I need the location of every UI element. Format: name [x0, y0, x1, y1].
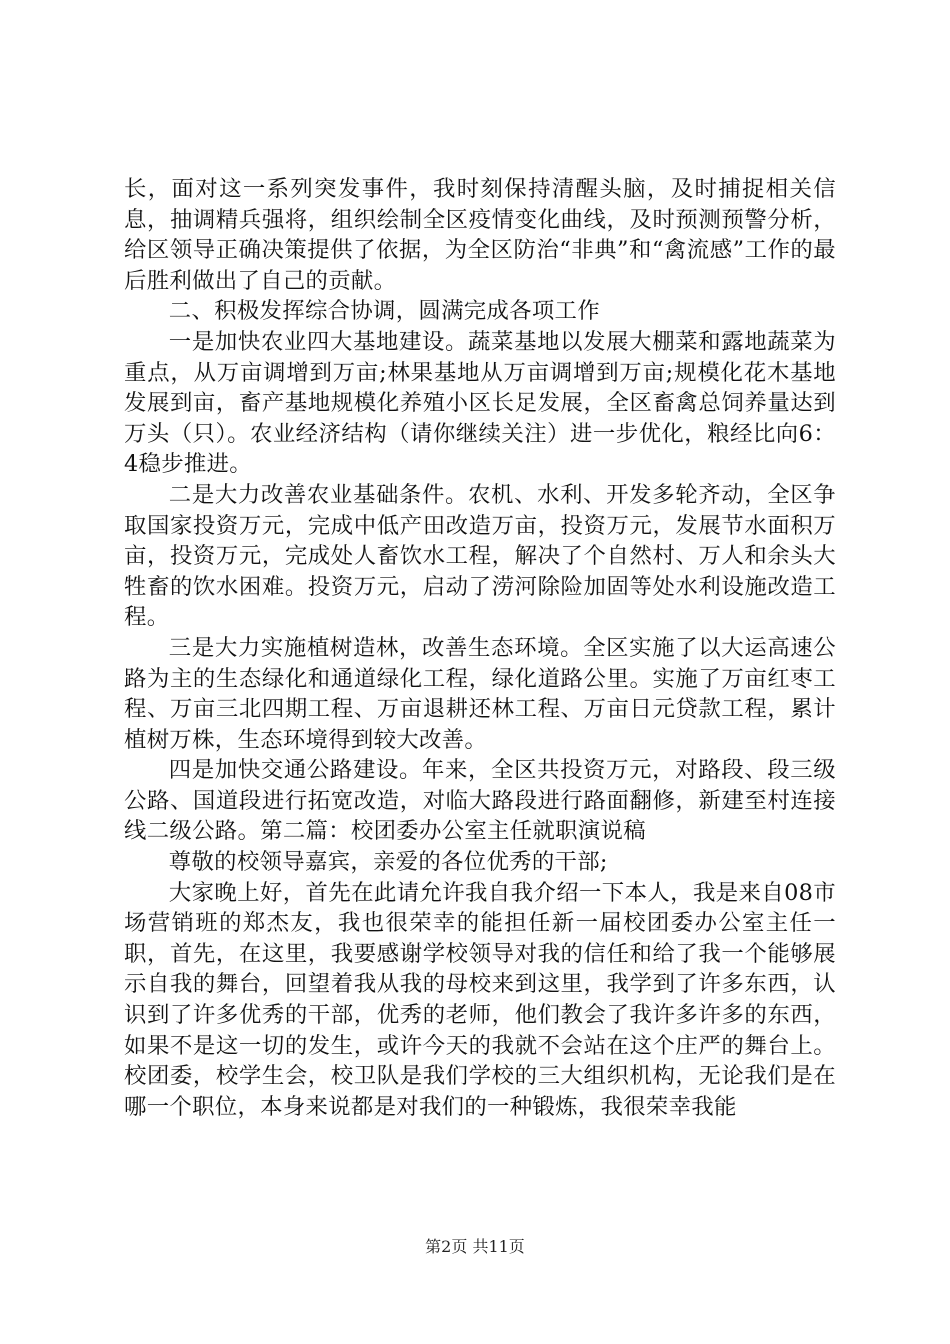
salutation: 尊敬的校领导嘉宾，亲爱的各位优秀的干部;: [168, 849, 608, 876]
paragraph: 三是大力实施植树造林，改善生态环境。全区实施了以大运高速公路为主的生态绿化和通道绿化工程，绿化道路公里。实施了万亩红枣工程、万亩三北四期工程、万亩退耕还林工程、万亩日元贷款工程，累计植树万株，生态环境得到较大改善。: [124, 634, 836, 753]
paragraph: 一是加快农业四大基地建设。蔬菜基地以发展大棚菜和露地蔬菜为重点，从万亩调增到万亩;林果基地从万亩调增到万亩;规模化花木基地发展到亩，畜产基地规模化养殖小区长足发展，全区畜禽总饲养量达到万头（只）。农业经济结构（请你继续关注）进一步优化，粮经比向6：4稳步推进。: [124, 328, 836, 478]
paragraph: 四是加快交通公路建设。年来，全区共投资万元，对路段、段三级公路、国道段进行拓宽改造，对临大路段进行路面翻修，新建至村连接线二级公路。第二篇：校团委办公室主任就职演说稿: [124, 757, 836, 845]
document-body: [124, 174, 836, 1122]
page-number-footer: 第2页 共11页: [425, 1237, 525, 1256]
paragraph: 长，面对这一系列突发事件，我时刻保持清醒头脑，及时捕捉相关信息，抽调精兵强将，组织绘制全区疫情变化曲线，及时预测预警分析，给区领导正确决策提供了依据，为全区防治“非典”和“禽流感”工作的最后胜利做出了自己的贡献。: [124, 176, 836, 294]
paragraph: 二是大力改善农业基础条件。农机、水利、开发多轮齐动，全区争取国家投资万元，完成中低产田改造万亩，投资万元，发展节水面积万亩，投资万元，完成处人畜饮水工程，解决了个自然村、万人和余头大牲畜的饮水困难。投资万元，启动了涝河除险加固等处水利设施改造工程。: [124, 481, 836, 631]
paragraph: 大家晚上好，首先在此请允许我自我介绍一下本人，我是来自08市场营销班的郑杰友，我也很荣幸的能担任新一届校团委办公室主任一职，首先，在这里，我要感谢学校领导对我的信任和给了我一个能够展示自我的舞台，回望着我从我的母校来到这里，我学到了许多东西，认识到了许多优秀的干部，优秀的老师，他们教会了我许多许多的东西，如果不是这一切的发生，或许今天的我就不会站在这个庄严的舞台上。校团委，校学生会，校卫队是我们学校的三大组织机构，无论我们是在哪一个职位，本身来说都是对我们的一种锻炼，我很荣幸我能: [124, 879, 836, 1120]
section-heading: 二、积极发挥综合协调，圆满完成各项工作: [168, 298, 600, 325]
